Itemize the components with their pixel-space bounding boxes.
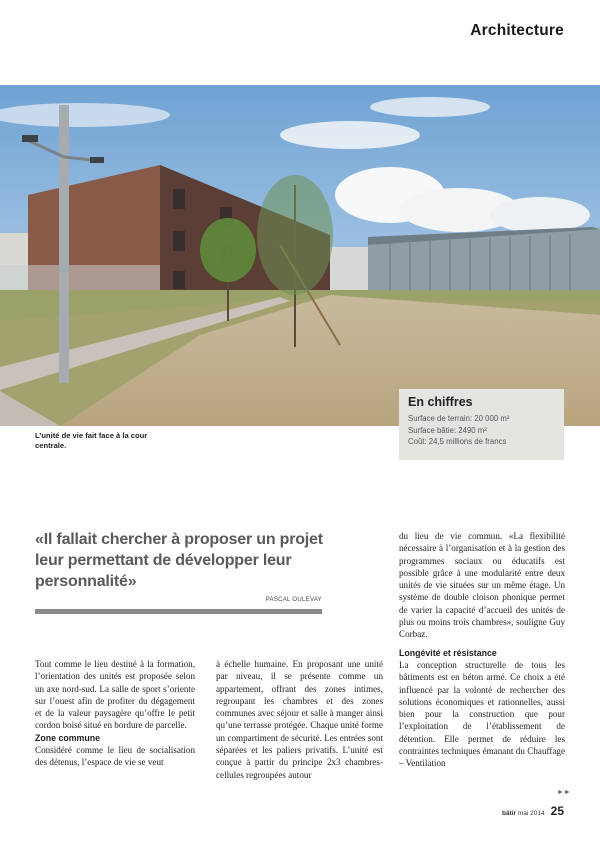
page-footer	[502, 804, 564, 818]
paragraph: Tout comme le lieu destiné à la formation, l’orientation des unités est proposée selon un axe nord-sud. La salle de sport s’oriente sur l’ouest afin de profiter du dégagement et de la valeur paysagère qu’offre le petit cordon boisé situé en bordure de parcelle.	[35, 659, 195, 731]
subheading-longevite: Longévité et résistance	[399, 647, 497, 658]
photo-caption: L’unité de vie fait face à la cour centrale.	[35, 431, 148, 450]
continue-arrow-icon: ►►	[557, 788, 571, 796]
section-label: Architecture	[470, 22, 564, 39]
article-photo	[0, 85, 600, 426]
paragraph: du lieu de vie commun. «La flexibilité nécessaire à l’organisation et à la gestion des programmes sociaux ou éducatifs est possible grâce à une modularité entre deux unités de vie situées sur un même étage. Un système de double cloison phonique permet de varier la capacité d’accueil des unités de plus ou moins trois chambres», souligne Guy Corbaz.	[399, 531, 565, 640]
figures-line: Coût: 24,5 millions de francs	[408, 437, 507, 446]
column-3	[399, 530, 565, 770]
page-number: 25	[550, 804, 564, 818]
magazine-name	[502, 810, 545, 817]
quote-rule	[35, 609, 322, 614]
paragraph: Considéré comme le lieu de socialisation des détenus, l’espace de vie se veut	[35, 745, 195, 768]
column-1	[35, 658, 195, 769]
quote-author: PASCAL OULEVAY	[265, 597, 322, 603]
figures-box	[399, 389, 564, 460]
subheading-zone-commune: Zone commune	[35, 732, 101, 743]
figures-line: Surface bâtie: 2490 m²	[408, 425, 487, 435]
pull-quote: «Il fallait chercher à proposer un projet leur permettant de développer leur personnalité»	[35, 531, 323, 590]
paragraph: La conception structurelle de tous les bâtiments est en béton armé. Ce choix a été influencé par la volonté de rechercher des solutions économiques et rationnelles, aussi bien pour la construction que pour l’exploitation de l’établissement de détention. Elle permet de réduire les contraintes techniques émanant du Chauffage – Ventilation	[399, 659, 565, 769]
magazine-title: bâtir	[501, 810, 517, 817]
figures-title: En chiffres	[408, 395, 473, 409]
figures-line: Surface de terrain: 20 000 m²	[408, 414, 510, 423]
issue-date: mai 2014	[517, 810, 545, 817]
paragraph: à échelle humaine. En proposant une unité par niveau, il se présente comme un appartement, offrant des zones intimes, regroupant les chambres et des zones communes avec séjour et salle à manger ainsi qu’une terrasse protégée. Chaque unité forme un compartiment de sécurité. Les entrées sont séparées et les paliers privatifs. L’unité est conçue à partir du principe 2x3 chambres-cellules regroupées autour	[216, 659, 383, 780]
column-2	[216, 658, 383, 781]
